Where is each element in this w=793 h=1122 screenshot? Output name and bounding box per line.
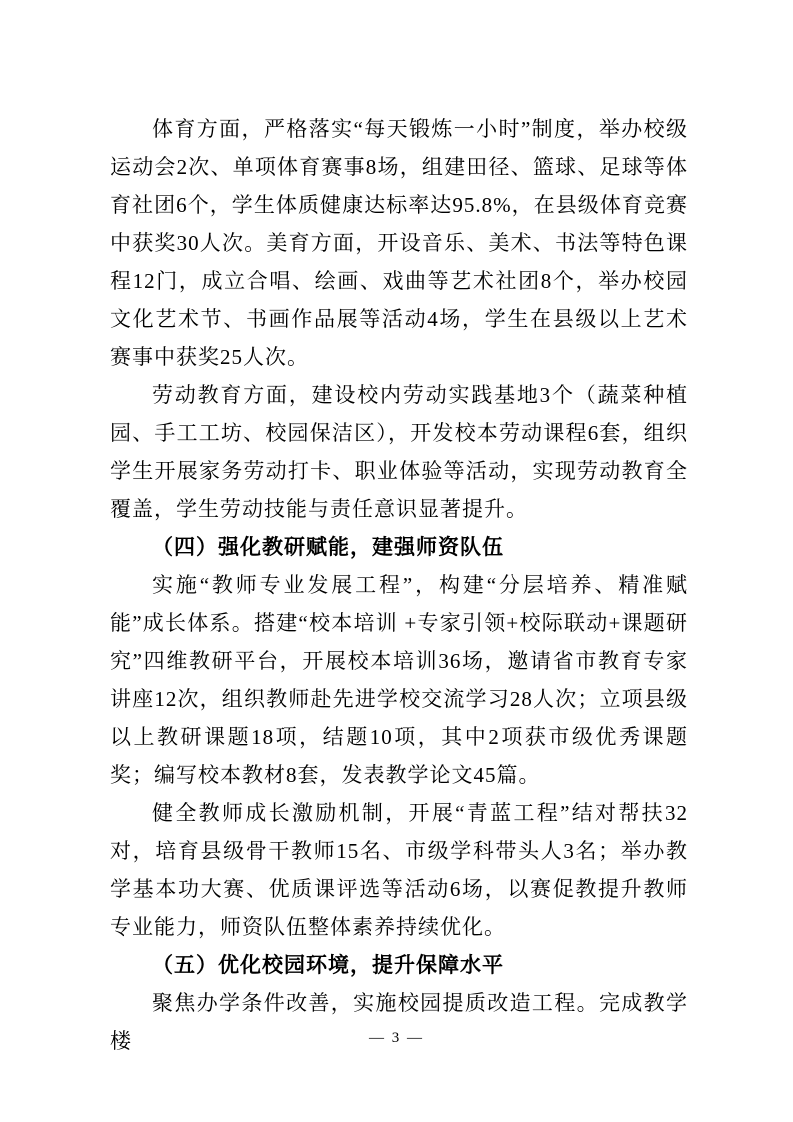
paragraph-teacher-incentive: 健全教师成长激励机制，开展“青蓝工程”结对帮扶32对，培育县级骨干教师15名、市级学科带头人3名；举办教学基本功大赛、优质课评选等活动6场，以赛促教提升教师专业能力，师资队伍整体素养持续优化。 [110,801,688,939]
document-body [110,110,688,1060]
section-heading-5: （五）优化校园环境，提升保障水平 [152,953,504,977]
page-footer [0,1030,793,1047]
paragraph-teacher-development: 实施“教师专业发展工程”，构建“分层培养、精准赋能”成长体系。搭建“校本培训 +专家引领+校际联动+课题研究”四维教研平台，开展校本培训36场，邀请省市教育专家讲座12次，组织教师赴先进学校交流学习28人次；立项县级以上教研课题18项，结题10项，其中2项获市级优秀课题奖；编写校本教材8套，发表教学论文45篇。 [110,573,688,787]
paragraph-campus-environment: 聚焦办学条件改善，实施校园提质改造工程。完成教学楼 [110,991,688,1053]
paragraph-labor-education: 劳动教育方面，建设校内劳动实践基地3个（蔬菜种植园、手工工坊、校园保洁区），开发校本劳动课程6套，组织学生开展家务劳动打卡、职业体验等活动，实现劳动教育全覆盖，学生劳动技能与责任意识显著提升。 [110,383,688,521]
paragraph-sports-arts-education: 体育方面，严格落实“每天锻炼一小时”制度，举办校级运动会2次、单项体育赛事8场，组建田径、篮球、足球等体育社团6个，学生体质健康达标率达95.8%，在县级体育竞赛中获奖30人次。美育方面，开设音乐、美术、书法等特色课程12门，成立合唱、绘画、戏曲等艺术社团8个，举办校园文化艺术节、书画作品展等活动4场，学生在县级以上艺术赛事中获奖25人次。 [110,117,688,369]
section-heading-4: （四）强化教研赋能，建强师资队伍 [152,535,504,559]
page-number: — 3 — [369,1030,424,1046]
